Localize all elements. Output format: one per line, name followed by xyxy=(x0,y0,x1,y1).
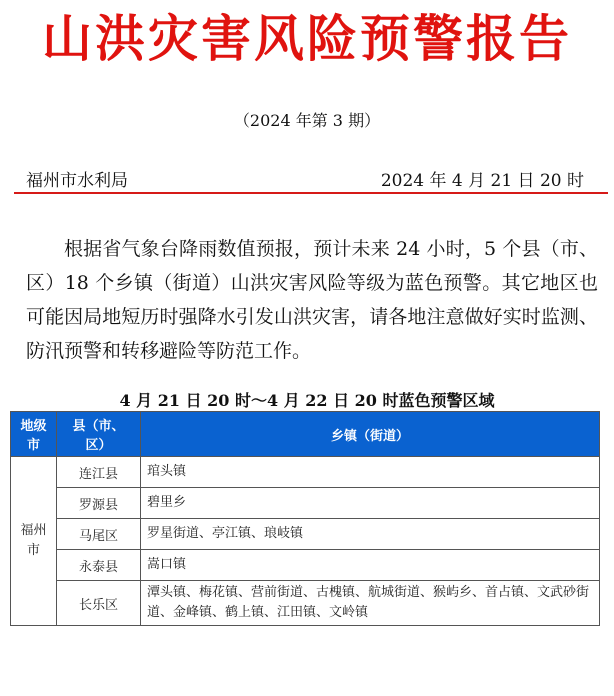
towns-cell: 碧里乡 xyxy=(141,488,600,519)
city-cell: 福州市 xyxy=(11,457,57,626)
county-cell: 长乐区 xyxy=(57,581,141,626)
table-row xyxy=(11,581,600,626)
county-cell: 罗源县 xyxy=(57,488,141,519)
towns-cell: 罗星街道、亭江镇、琅岐镇 xyxy=(141,519,600,550)
warning-area-table xyxy=(10,411,600,626)
table-header-row xyxy=(11,412,600,457)
table-row xyxy=(11,519,600,550)
county-cell: 永泰县 xyxy=(57,550,141,581)
header-towns: 乡镇（街道） xyxy=(141,412,600,457)
header-city: 地级市 xyxy=(11,412,57,457)
towns-cell: 嵩口镇 xyxy=(141,550,600,581)
county-cell: 连江县 xyxy=(57,457,141,488)
table-caption: 4 月 21 日 20 时～4 月 22 日 20 时蓝色预警区域 xyxy=(119,391,495,410)
header-divider xyxy=(14,192,608,194)
towns-cell: 潭头镇、梅花镇、营前街道、古槐镇、航城街道、猴屿乡、首占镇、文武砂街道、金峰镇、鹤上镇、江田镇、文岭镇 xyxy=(141,581,600,626)
table-row xyxy=(11,488,600,519)
issuer-name: 福州市水利局 xyxy=(26,171,128,191)
table-row xyxy=(11,457,600,488)
towns-cell: 琯头镇 xyxy=(141,457,600,488)
issue-datetime: 2024 年 4 月 21 日 20 时 xyxy=(380,171,584,191)
issuer-row xyxy=(26,166,584,190)
table-row xyxy=(11,550,600,581)
county-cell: 马尾区 xyxy=(57,519,141,550)
report-title: 山洪灾害风险预警报告 xyxy=(42,9,572,68)
issue-number: （2024 年第 3 期） xyxy=(233,111,381,130)
forecast-paragraph: 根据省气象台降雨数值预报，预计未来 24 小时，5 个县（市、区）18 个乡镇（街道）山洪灾害风险等级为蓝色预警。其它地区也可能因局地短历时强降水引发山洪灾害，请各地注意做好实时监测、防汛预警和转移避险等防范工作。 xyxy=(26,238,598,362)
header-county: 县（市、区） xyxy=(57,412,141,457)
